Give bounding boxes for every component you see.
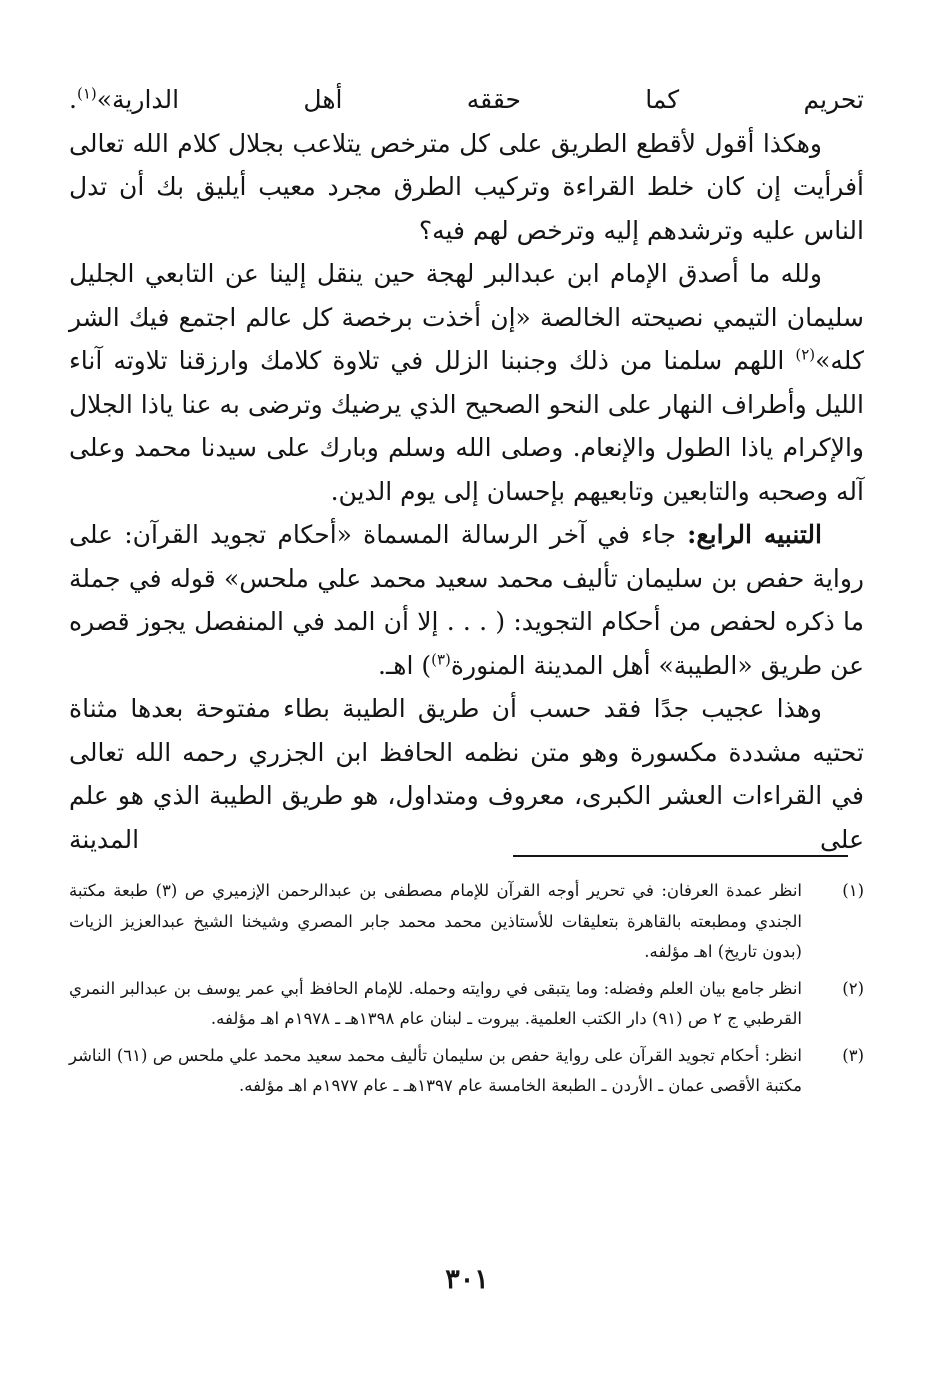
footnote-divider xyxy=(513,855,848,857)
page-number: ٣٠١ xyxy=(445,1264,489,1295)
footnote-3 xyxy=(69,1041,864,1102)
paragraph-3 xyxy=(69,252,864,513)
paragraph-4-text: جاء في آخر الرسالة المسماة «أحكام تجويد القرآن: على رواية حفص بن سليمان تأليف محمد سعيد محمد علي ملحس» قوله في جملة ما ذكره لحفص من أحكام التجويد: ( . . . إلا أن المد في المنفصل يجوز قصره عن طريق «الطيبة» أهل المدينة المنورة xyxy=(69,520,864,680)
section-heading: التنبيه الرابع: xyxy=(687,520,822,549)
paragraph-3-text: ولله ما أصدق الإمام ابن عبدالبر لهجة حين ينقل إلينا عن التابعي الجليل سليمان التيمي نصيحته الخالصة «إن أخذت برخصة كل عالم اجتمع فيك الشر كله» xyxy=(69,259,864,375)
footnote-number: (٣) xyxy=(842,1045,864,1065)
footnote-2 xyxy=(69,974,864,1035)
paragraph-1-text: تحريم كما حققه أهل الدارية» xyxy=(96,85,864,114)
main-text xyxy=(69,78,864,861)
paragraph-1-end: . xyxy=(69,85,77,114)
paragraph-5-text: وهذا عجيب جدًا فقد حسب أن طريق الطيبة بطاء مفتوحة بعدها مثناة تحتيه مشددة مكسورة وهو متن نظمه الحافظ ابن الجزري رحمه الله تعالى في القراءات العشر الكبرى، معروف ومتداول، هو طريق الطيبة الذي هو علم على المدينة xyxy=(69,694,864,854)
paragraph-1 xyxy=(69,78,864,122)
paragraph-5 xyxy=(69,687,864,861)
paragraph-3-continuation: اللهم سلمنا من ذلك وجنبنا الزلل في تلاوة كلامك وارزقنا تلاوته آناء الليل وأطراف النهار على النحو الصحيح الذي يرضيك وترضى به عنا ياذا الجلال والإكرام ياذا الطول والإنعام. وصلى الله وسلم وبارك على سيدنا محمد وعلى آله وصحبه والتابعين وتابعيهم بإحسان إلى يوم الدين. xyxy=(69,346,864,506)
footnote-ref-1: (١) xyxy=(76,84,97,103)
footnote-text: انظر جامع بيان العلم وفضله: وما يتبقى في روايته وحمله. للإمام الحافظ أبي عمر يوسف بن عبدالبر النمري القرطبي ج ٢ ص (٩١) دار الكتب العلمية. بيروت ـ لبنان عام ١٣٩٨هـ ـ ١٩٧٨م اهـ مؤلفه. xyxy=(69,978,802,1028)
footnotes xyxy=(69,876,864,1108)
footnote-number: (٢) xyxy=(842,978,864,998)
footnote-ref-3: (٣) xyxy=(431,650,451,669)
footnote-text: انظر عمدة العرفان: في تحرير أوجه القرآن للإمام مصطفى بن عبدالرحمن الإزميري ص (٣) طبعة مكتبة الجندي ومطبعته بالقاهرة بتعليقات للأستاذين محمد محمد جابر المصري وشيخنا الشيخ عبدالعزيز الزيات (بدون تاريخ) اهـ مؤلفه. xyxy=(69,881,802,961)
footnote-1 xyxy=(69,876,864,968)
paragraph-2 xyxy=(69,122,864,253)
footnote-ref-2: (٢) xyxy=(795,345,816,364)
footnote-number: (١) xyxy=(842,881,864,900)
footnote-text: انظر: أحكام تجويد القرآن على رواية حفص بن سليمان تأليف محمد سعيد محمد علي ملحس ص (٦١) الناشر مكتبة الأقصى عمان ـ الأردن ـ الطبعة الخامسة عام ١٣٩٧هـ ـ عام ١٩٧٧م اهـ مؤلفه. xyxy=(69,1045,802,1095)
paragraph-4-end: ) اهـ. xyxy=(378,650,432,680)
paragraph-2-text: وهكذا أقول لأقطع الطريق على كل مترخص يتلاعب بجلال كلام الله تعالى أفرأيت إن كان خلط القراءة وتركيب الطرق مجرد معيب أيليق بك أن تدل الناس عليه وترشدهم إليه وترخص لهم فيه؟ xyxy=(69,128,864,245)
paragraph-4 xyxy=(69,513,864,687)
